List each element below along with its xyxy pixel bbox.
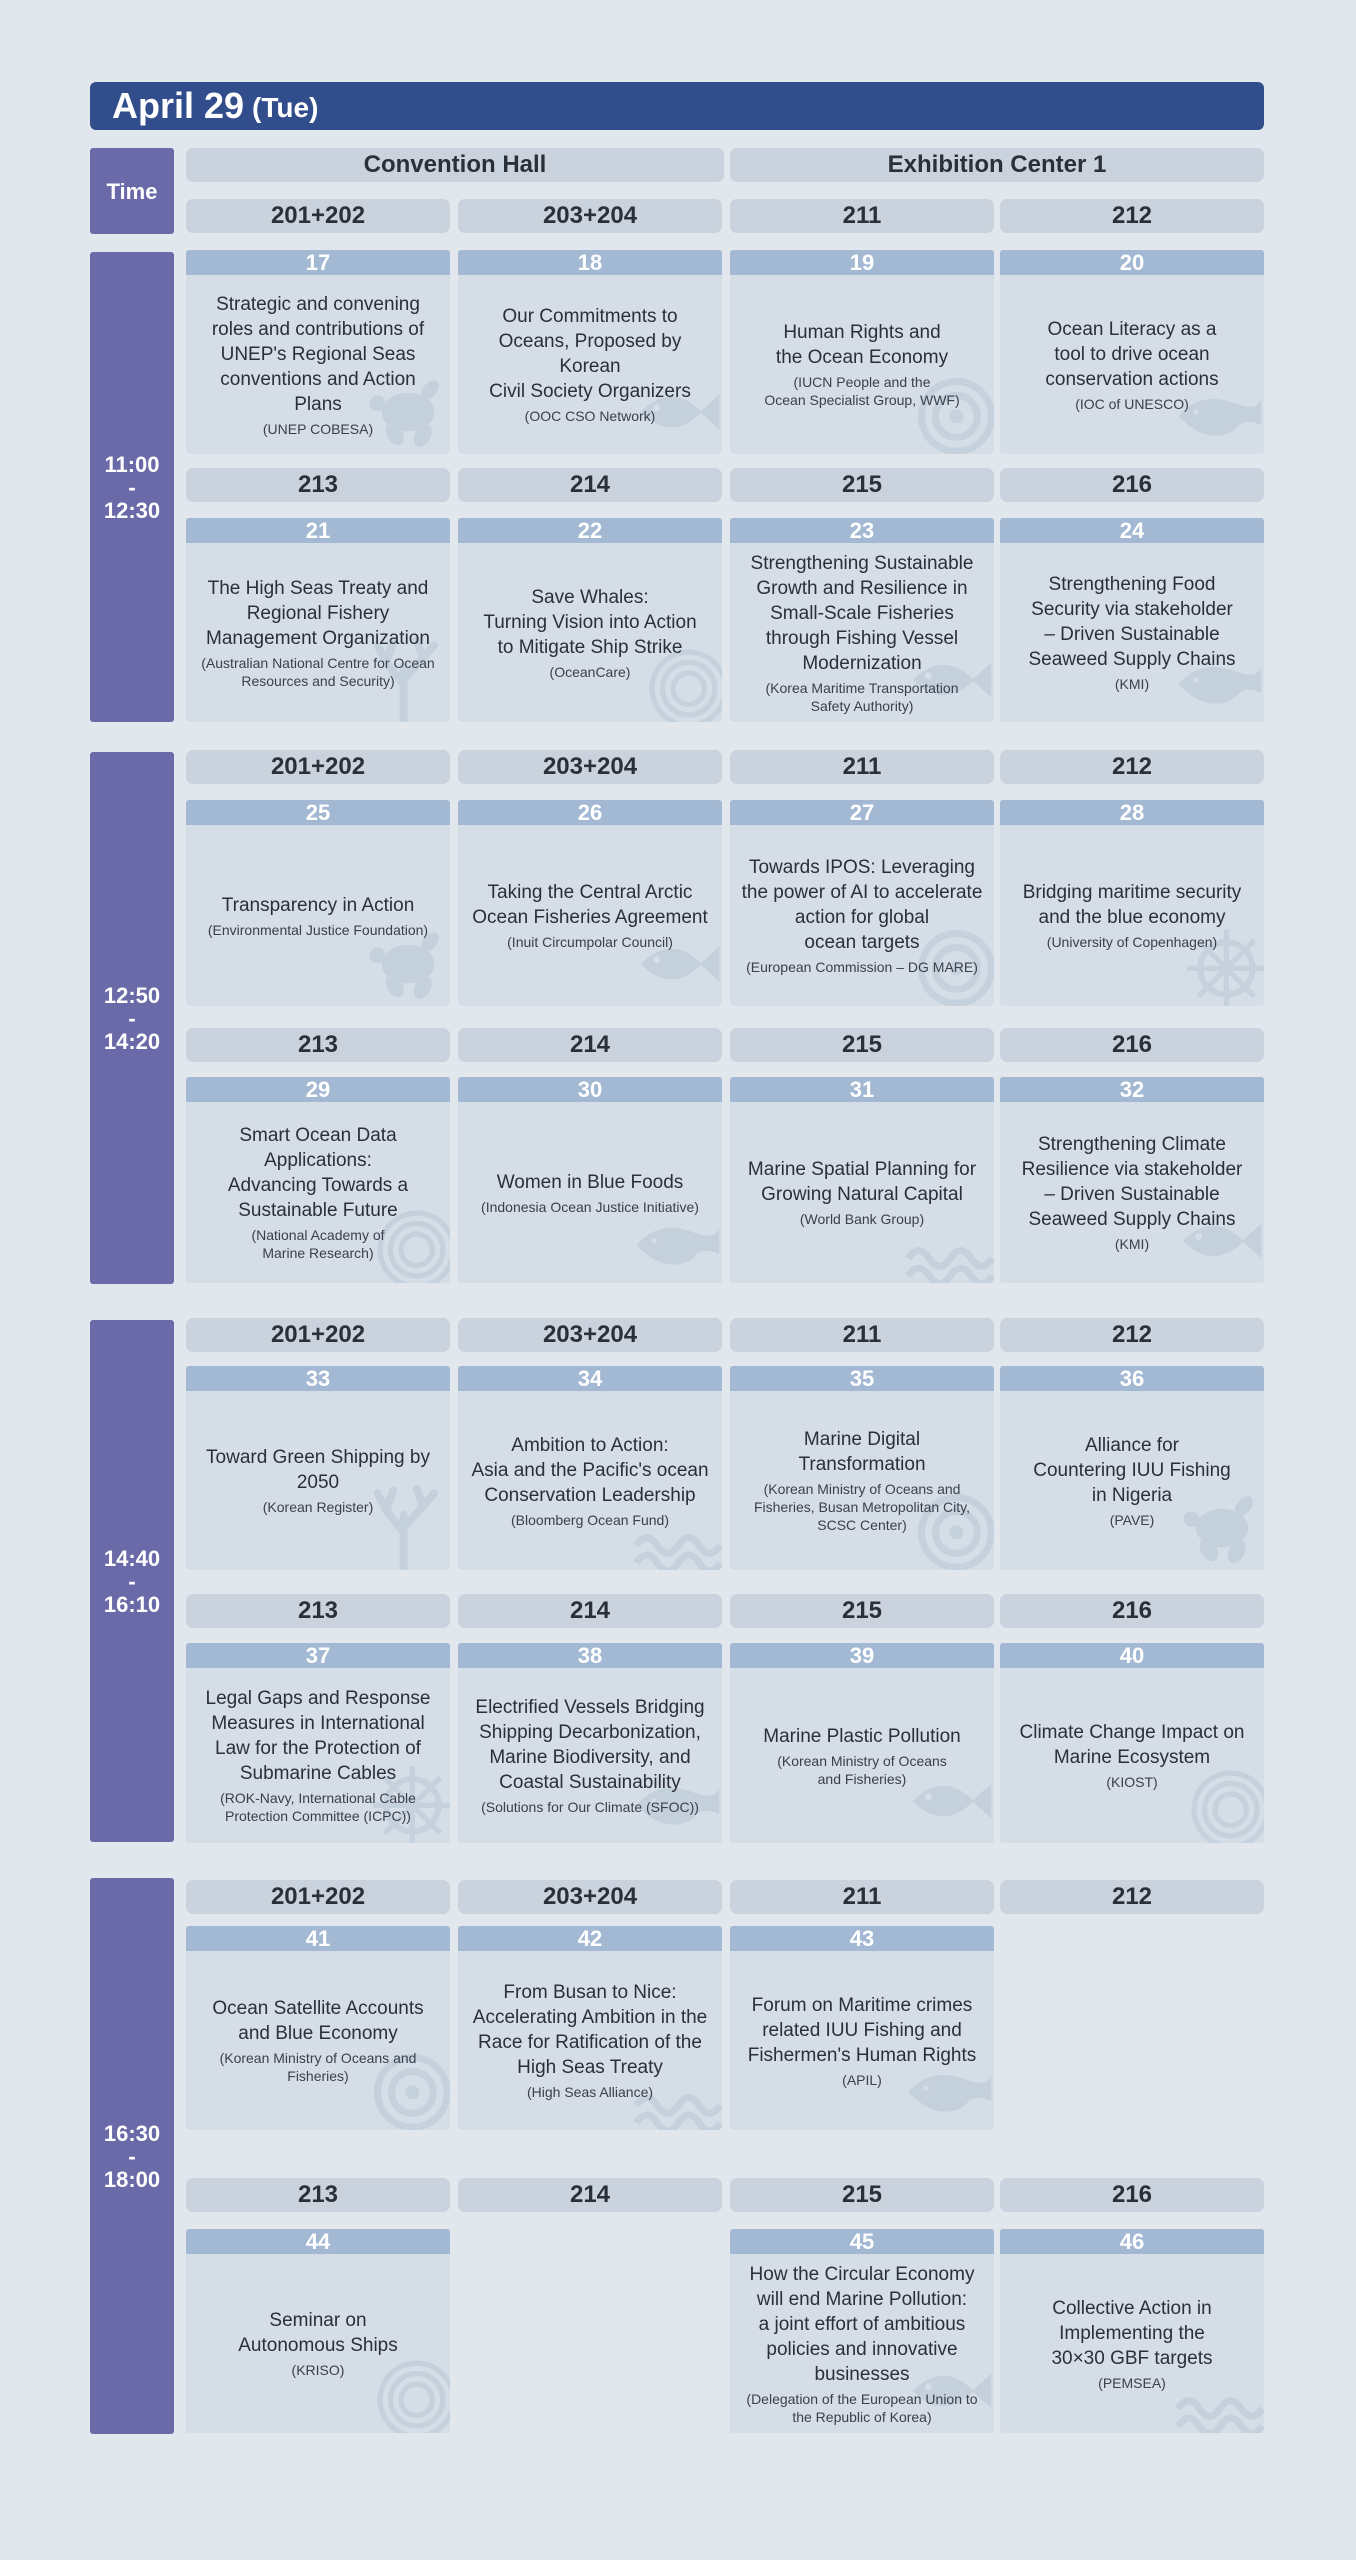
room-header: 201+202 <box>186 750 450 784</box>
room-header: 211 <box>730 750 994 784</box>
session-organizer: (Environmental Justice Foundation) <box>207 921 429 938</box>
session-title: Marine Plastic Pollution <box>763 1725 961 1747</box>
session-card <box>458 800 722 1006</box>
session-organizer: (Korean Ministry of Oceans and Fisheries) <box>777 1752 947 1787</box>
room-header: 212 <box>1000 1318 1264 1352</box>
session-number: 43 <box>730 1926 994 1951</box>
session-title: Climate Change Impact on Marine Ecosystem <box>1019 1722 1245 1768</box>
session-card <box>730 800 994 1006</box>
session-organizer: (High Seas Alliance) <box>526 2084 654 2100</box>
session-number: 28 <box>1000 800 1264 825</box>
session-card <box>458 1926 722 2130</box>
session-number: 34 <box>458 1366 722 1391</box>
room-header: 212 <box>1000 199 1264 233</box>
session-title: Ocean Satellite Accounts and Blue Economy <box>212 1998 424 2044</box>
session-title: Save Whales: Turning Vision into Action to Mitigate Ship Strike <box>483 586 697 658</box>
session-title: Strengthening Food Security via stakeholder – Driven Sustainable Seaweed Supply Chains <box>1028 574 1236 670</box>
session-card <box>730 1077 994 1283</box>
session-organizer: (APIL) <box>842 2071 882 2088</box>
session-number: 35 <box>730 1366 994 1391</box>
session-title: Towards IPOS: Leveraging the power of AI to accelerate action for global ocean targets <box>741 857 983 953</box>
room-header: 203+204 <box>458 199 722 233</box>
page-title-date: April 29 <box>112 85 245 126</box>
room-header: 214 <box>458 1028 722 1062</box>
time-slot: 12:50 - 14:20 <box>90 752 174 1284</box>
session-organizer: (IUCN People and the Ocean Specialist Group, WWF) <box>764 374 960 408</box>
room-header: 201+202 <box>186 1880 450 1914</box>
room-header: 203+204 <box>458 750 722 784</box>
session-number: 41 <box>186 1926 450 1951</box>
session-organizer: (Bloomberg Ocean Fund) <box>511 1511 669 1528</box>
session-title: How the Circular Economy will end Marine Pollution: a joint effort of ambitious policies and innovative businesses <box>749 2263 975 2385</box>
session-card <box>1000 2229 1264 2433</box>
session-organizer: (European Commission – DG MARE) <box>746 959 978 975</box>
session-number: 31 <box>730 1077 994 1102</box>
session-title: Women in Blue Foods <box>496 1171 684 1193</box>
session-card <box>186 1077 450 1283</box>
session-organizer: (Inuit Circumpolar Council) <box>507 934 673 950</box>
session-organizer: (Delegation of the European Union to the Republic of Korea) <box>746 2390 978 2425</box>
room-header: 212 <box>1000 1880 1264 1914</box>
session-card <box>458 518 722 722</box>
session-card <box>730 1366 994 1570</box>
session-organizer: (Australian National Centre for Ocean Resources and Security) <box>201 654 435 689</box>
room-header: 212 <box>1000 750 1264 784</box>
session-organizer: (Solutions for Our Climate (SFOC)) <box>481 1799 699 1815</box>
session-organizer: (Indonesia Ocean Justice Initiative) <box>481 1198 699 1215</box>
session-card <box>186 250 450 454</box>
room-header: 213 <box>186 1594 450 1628</box>
session-title: Seminar on Autonomous Ships <box>238 2310 398 2356</box>
room-header: 215 <box>730 1594 994 1628</box>
room-header: 203+204 <box>458 1318 722 1352</box>
session-title: Marine Spatial Planning for Growing Natural Capital <box>747 1159 977 1205</box>
session-card <box>730 250 994 454</box>
venue-header-convention-hall: Convention Hall <box>186 148 724 182</box>
session-organizer: (Korean Register) <box>262 1499 374 1515</box>
session-title: Strengthening Sustainable Growth and Resilience in Small-Scale Fisheries through Fishing Vessel Modernization <box>750 552 974 674</box>
page-title-day: (Tue) <box>252 92 319 123</box>
room-header: 214 <box>458 468 722 502</box>
session-card <box>458 1643 722 1843</box>
session-number: 33 <box>186 1366 450 1391</box>
session-organizer: (PEMSEA) <box>1098 2374 1166 2391</box>
time-slot: 16:30 - 18:00 <box>90 1878 174 2434</box>
session-card <box>1000 1366 1264 1570</box>
session-title: Forum on Maritime crimes related IUU Fishing and Fishermen's Human Rights <box>747 1994 977 2066</box>
session-number: 38 <box>458 1643 722 1668</box>
session-title: Collective Action in Implementing the 30×30 GBF targets <box>1051 2297 1213 2369</box>
room-header: 216 <box>1000 468 1264 502</box>
room-header: 215 <box>730 468 994 502</box>
session-organizer: (ROK-Navy, International Cable Protection Committee (ICPC)) <box>220 1790 416 1824</box>
session-number: 36 <box>1000 1366 1264 1391</box>
session-card <box>186 2229 450 2433</box>
session-number: 23 <box>730 518 994 543</box>
session-title: From Busan to Nice: Accelerating Ambition in the Race for Ratification of the High Seas Treaty <box>472 1982 708 2078</box>
session-organizer: (Korean Ministry of Oceans and Fisheries, Busan Metropolitan City, SCSC Center) <box>753 1481 971 1533</box>
room-header: 216 <box>1000 1028 1264 1062</box>
session-number: 24 <box>1000 518 1264 543</box>
venue-header-exhibition-center: Exhibition Center 1 <box>730 148 1264 182</box>
session-number: 37 <box>186 1643 450 1668</box>
session-organizer: (IOC of UNESCO) <box>1075 395 1189 412</box>
session-title: Taking the Central Arctic Ocean Fisheries Agreement <box>472 882 708 928</box>
session-organizer: (World Bank Group) <box>799 1211 925 1227</box>
room-header: 215 <box>730 1028 994 1062</box>
session-number: 20 <box>1000 250 1264 275</box>
page-title-bar <box>90 82 1264 130</box>
session-card <box>458 1077 722 1283</box>
session-card <box>1000 518 1264 722</box>
session-number: 25 <box>186 800 450 825</box>
session-number: 21 <box>186 518 450 543</box>
time-header: Time <box>90 148 174 234</box>
time-slot: 11:00 - 12:30 <box>90 252 174 722</box>
session-organizer: (KRISO) <box>291 2362 345 2378</box>
session-card <box>186 1926 450 2130</box>
session-card <box>730 2229 994 2433</box>
session-title: Legal Gaps and Response Measures in International Law for the Protection of Submarine Cables <box>205 1688 431 1784</box>
session-number: 39 <box>730 1643 994 1668</box>
session-title: Transparency in Action <box>221 894 415 916</box>
session-card <box>186 1643 450 1843</box>
session-organizer: (OceanCare) <box>549 663 631 680</box>
room-header: 211 <box>730 199 994 233</box>
session-title: Our Commitments to Oceans, Proposed by Korean Civil Society Organizers <box>489 306 691 402</box>
session-title: The High Seas Treaty and Regional Fishery Management Organization <box>206 577 430 649</box>
room-header: 216 <box>1000 2178 1264 2212</box>
session-organizer: (University of Copenhagen) <box>1046 934 1218 950</box>
session-card <box>730 518 994 722</box>
session-title: Ocean Literacy as a tool to drive ocean conservation actions <box>1045 318 1219 390</box>
session-number: 22 <box>458 518 722 543</box>
session-organizer: (KIOST) <box>1106 1774 1158 1790</box>
session-title: Strengthening Climate Resilience via stakeholder – Driven Sustainable Seaweed Supply Chains <box>1021 1134 1243 1230</box>
room-header: 213 <box>186 1028 450 1062</box>
session-title: Ambition to Action: Asia and the Pacific's ocean Conservation Leadership <box>471 1434 709 1506</box>
session-card <box>186 1366 450 1570</box>
session-card <box>186 518 450 722</box>
session-number: 45 <box>730 2229 994 2254</box>
session-title: Toward Green Shipping by 2050 <box>206 1447 430 1493</box>
session-organizer: (National Academy of Marine Research) <box>251 1227 385 1261</box>
session-number: 30 <box>458 1077 722 1102</box>
session-card <box>1000 800 1264 1006</box>
session-number: 17 <box>186 250 450 275</box>
session-card <box>1000 1077 1264 1283</box>
session-title: Smart Ocean Data Applications: Advancing Towards a Sustainable Future <box>227 1125 409 1221</box>
room-header: 213 <box>186 2178 450 2212</box>
session-organizer: (KMI) <box>1114 1236 1150 1252</box>
session-card <box>1000 250 1264 454</box>
room-header: 203+204 <box>458 1880 722 1914</box>
session-number: 26 <box>458 800 722 825</box>
room-header: 211 <box>730 1318 994 1352</box>
session-card <box>730 1643 994 1843</box>
session-number: 44 <box>186 2229 450 2254</box>
room-header: 215 <box>730 2178 994 2212</box>
session-title: Human Rights and the Ocean Economy <box>775 322 949 368</box>
session-number: 40 <box>1000 1643 1264 1668</box>
session-number: 46 <box>1000 2229 1264 2254</box>
session-card <box>1000 1643 1264 1843</box>
session-card <box>458 1366 722 1570</box>
room-header: 201+202 <box>186 199 450 233</box>
session-title: Electrified Vessels Bridging Shipping Decarbonization, Marine Biodiversity, and Coastal Sustainability <box>475 1697 705 1793</box>
session-title: Strategic and convening roles and contributions of UNEP's Regional Seas conventions and Action Plans <box>211 293 425 415</box>
room-header: 214 <box>458 2178 722 2212</box>
room-header: 216 <box>1000 1594 1264 1628</box>
session-number: 29 <box>186 1077 450 1102</box>
session-number: 32 <box>1000 1077 1264 1102</box>
session-organizer: (PAVE) <box>1109 1511 1155 1528</box>
room-header: 211 <box>730 1880 994 1914</box>
session-title: Bridging maritime security and the blue economy <box>1022 882 1242 928</box>
session-card <box>730 1926 994 2130</box>
session-organizer: (KMI) <box>1114 676 1150 692</box>
session-number: 27 <box>730 800 994 825</box>
session-organizer: (OOC CSO Network) <box>524 408 656 424</box>
time-slot: 14:40 - 16:10 <box>90 1320 174 1842</box>
session-organizer: (UNEP COBESA) <box>262 420 374 437</box>
session-number: 19 <box>730 250 994 275</box>
session-title: Alliance for Countering IUU Fishing in Nigeria <box>1033 1434 1231 1506</box>
session-number: 18 <box>458 250 722 275</box>
session-card <box>458 250 722 454</box>
session-organizer: (Korea Maritime Transportation Safety Authority) <box>765 679 959 714</box>
session-title: Marine Digital Transformation <box>798 1429 926 1475</box>
room-header: 201+202 <box>186 1318 450 1352</box>
room-header: 214 <box>458 1594 722 1628</box>
session-card <box>186 800 450 1006</box>
room-header: 213 <box>186 468 450 502</box>
session-organizer: (Korean Ministry of Oceans and Fisheries) <box>219 2050 417 2084</box>
session-number: 42 <box>458 1926 722 1951</box>
